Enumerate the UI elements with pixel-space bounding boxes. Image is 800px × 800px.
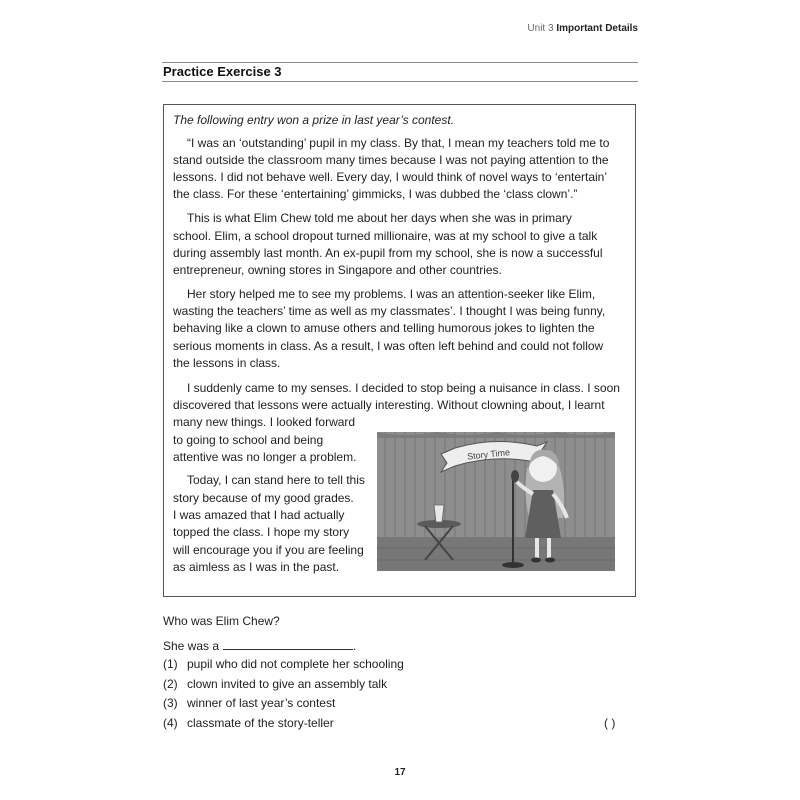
option-2[interactable] (163, 677, 387, 691)
option-number: (2) (163, 677, 178, 691)
passage-line: behaving like a clown to amuse others and telling humorous jokes to lighten the (173, 321, 595, 335)
exercise-title: Practice Exercise 3 (163, 64, 282, 79)
passage-line: to going to school and being (173, 433, 324, 447)
page-number: 17 (394, 767, 406, 778)
option-number: (1) (163, 657, 178, 671)
passage-line: many new things. I looked forward (173, 415, 356, 429)
passage-line: attentive was no longer a problem. (173, 450, 357, 464)
option-3[interactable] (163, 696, 335, 710)
passage-line: “I was an ‘outstanding’ pupil in my class. By that, I mean my teachers told me to (187, 136, 610, 150)
option-text: winner of last year’s contest (187, 696, 336, 710)
question-stem: She was a . (163, 639, 357, 653)
passage-line: I suddenly came to my senses. I decided to stop being a nuisance in class. I soon (187, 381, 620, 395)
title-bottom-rule (162, 81, 638, 82)
answer-box[interactable]: ( ) (604, 716, 616, 730)
water-glass (434, 505, 444, 522)
question-prompt: Who was Elim Chew? (163, 614, 280, 628)
passage-line: during assembly last month. An ex-pupil from my school, she is now a successful (173, 246, 603, 260)
answer-blank[interactable] (223, 638, 353, 650)
passage-line: topped the class. I hope my story (173, 525, 350, 539)
banner-text: Story Time (466, 447, 511, 462)
passage-line: lessons. I did not behave well. Every day, I would think of novel ways to ‘entertain’ (173, 170, 608, 184)
option-4[interactable] (163, 716, 334, 730)
unit-label: Unit 3 (527, 23, 554, 34)
passage-line: I was amazed that I had actually (173, 508, 345, 522)
option-text: clown invited to give an assembly talk (187, 677, 388, 691)
option-text: classmate of the story-teller (187, 716, 334, 730)
stage-floor (377, 537, 615, 571)
passage-line: discovered that lessons were actually interesting. Without clowning about, I learnt (173, 398, 605, 412)
passage-line: serious moments in class. As a result, I was often left behind and could not follow (173, 339, 604, 353)
story-time-illustration (377, 432, 615, 571)
passage-line: school. Elim, a school dropout turned millionaire, was at my school to give a talk (173, 229, 598, 243)
title-top-rule (162, 62, 638, 63)
passage-line: Her story helped me to see my problems. I was an attention-seeker like Elim, (187, 287, 596, 301)
section-label: Important Details (556, 23, 638, 34)
stem-text: She was a (163, 639, 220, 653)
option-1[interactable] (163, 657, 404, 671)
option-number: (4) (163, 716, 178, 730)
passage-line: story because of my good grades. (173, 491, 354, 505)
passage-line: This is what Elim Chew told me about her days when she was in primary (187, 211, 572, 225)
passage-line: Today, I can stand here to tell this (187, 473, 365, 487)
running-header (527, 23, 638, 34)
option-text: pupil who did not complete her schooling (187, 657, 404, 671)
option-number: (3) (163, 696, 178, 710)
passage-line: wasting the teachers’ time as well as my classmates’. I thought I was being funny, (173, 304, 606, 318)
passage-line: the class. For these ‘entertaining’ gimmicks, I was dubbed the ‘class clown’.” (173, 187, 578, 201)
passage-intro: The following entry won a prize in last year’s contest. (173, 113, 455, 127)
passage-line: the lessons in class. (173, 356, 281, 370)
passage-line: will encourage you if you are feeling (173, 543, 364, 557)
passage-line: entrepreneur, owning stores in Singapore and other countries. (173, 263, 502, 277)
passage-line: stand outside the classroom many times because I was not paying attention to the (173, 153, 609, 167)
passage-line: as aimless as I was in the past. (173, 560, 340, 574)
